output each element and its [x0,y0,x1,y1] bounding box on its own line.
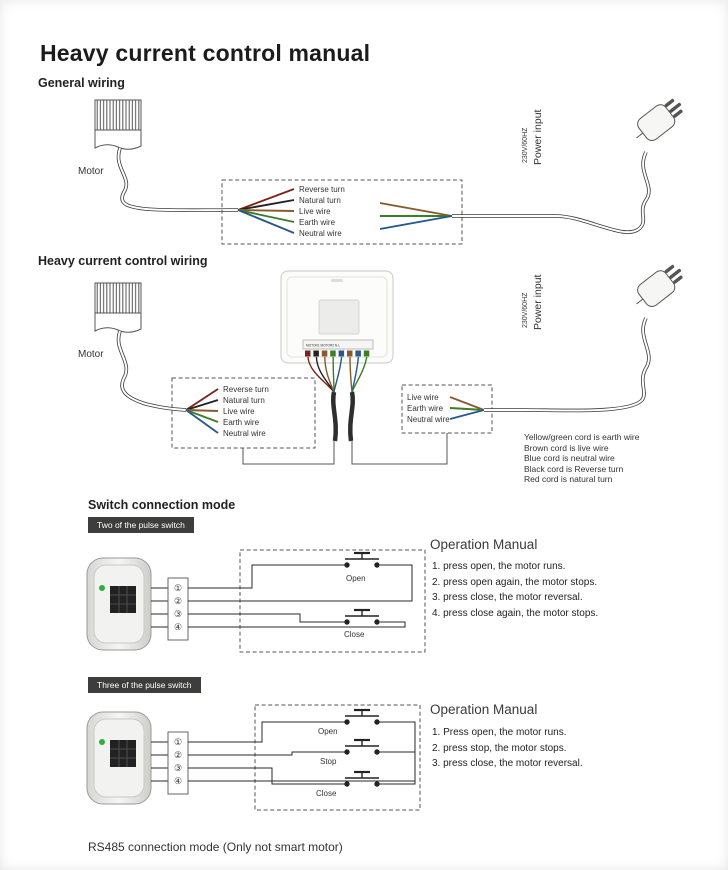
power-plug-icon [629,93,689,148]
connector-socket [110,740,136,767]
wiring-run-2 [188,752,347,755]
bundle-link-left [243,441,334,464]
pulse-motor-head [87,712,151,804]
three-switch-badge: Three of the pulse switch [88,677,201,693]
supply-wire-neutral [450,410,484,419]
motor-label: Motor [78,349,104,360]
switch-mode-heading: Switch connection mode [88,498,236,512]
heavy-wiring-heading: Heavy current control wiring [38,254,208,268]
close-label: Close [344,630,365,639]
rs485-footer: RS485 connection mode (Only not smart motor) [88,840,343,854]
terminal-4-label: ④ [173,622,183,632]
wire-label-earth: Earth wire [299,218,336,227]
note-line: Black cord is Reverse turn [524,463,624,474]
power-cable [452,152,649,232]
wire-label-live: Live wire [407,393,439,402]
terminal-2-label: ② [173,750,183,760]
led-indicator [99,585,105,591]
wire-label-neutral: Neutral wire [407,415,450,424]
wiring-run-4 [188,622,405,627]
close-push-switch-icon [345,772,379,786]
voltage-label: 230V/60HZ [522,127,529,163]
wire-label-natural: Natural turn [223,396,265,405]
note-line: Blue cord is neutral wire [524,453,615,464]
wire-label-reverse: Reverse turn [299,185,345,194]
motor-icon [95,100,141,149]
two-switch-diagram [87,550,425,652]
wire-reverse-turn [186,389,218,410]
two-switch-badge: Two of the pulse switch [88,517,194,533]
motor-label: Motor [78,166,104,177]
pulse-motor-head [87,558,151,650]
wire-label-earth: Earth wire [407,404,444,413]
wiring-run-3 [188,768,347,784]
power-input-label: Power input [532,274,544,330]
cord-color-notes [524,432,639,485]
supply-wire-neutral [380,216,452,229]
step: 3. press close, the motor reversal. [432,758,583,769]
three-switch-diagram [87,705,420,810]
general-wiring-diagram [78,93,689,244]
led-indicator [99,739,105,745]
note-line: Brown cord is live wire [524,442,609,453]
switch-dashed-box [255,705,420,810]
device-slot [331,279,343,282]
general-wiring-heading: General wiring [38,76,125,90]
wiring-run-3 [188,614,347,622]
wire-label-reverse: Reverse turn [223,385,269,394]
step: 2. press open again, the motor stops. [432,576,598,588]
step: 1. press open, the motor runs. [432,561,566,572]
wire-reverse-turn [238,189,294,210]
terminal-1-label: ① [173,737,183,747]
device-leads [151,588,168,627]
operation-manual-title-2: Operation Manual [430,702,538,717]
motor-cable [118,148,238,210]
operation-steps-2 [432,725,583,772]
bundle-link-right [352,433,447,464]
operation-steps-1 [432,559,598,621]
wire-label-neutral: Neutral wire [223,429,266,438]
controller-device [281,271,393,363]
motor-cable [118,331,186,410]
wire-label-neutral: Neutral wire [299,229,342,238]
power-cable-inner [452,152,649,232]
wire-label-earth: Earth wire [223,418,260,427]
open-label: Open [318,727,338,736]
operation-manual-title-1: Operation Manual [430,537,538,552]
step: 4. press close again, the motor stops. [432,607,599,619]
stop-label: Stop [320,757,337,766]
connector-socket [110,586,136,613]
note-line: Red cord is natural turn [524,474,613,485]
wire-natural-turn [238,200,294,210]
device-screen [319,300,359,334]
motor-cable-inner [118,148,238,210]
terminal-2-label: ② [173,596,183,606]
note-line: Yellow/green cord is earth wire [524,432,640,442]
terminal-1-label: ① [173,583,183,593]
terminal-3-label: ③ [173,763,183,773]
wire-label-live: Live wire [223,407,255,416]
open-label: Open [346,574,366,583]
wire-natural-turn [186,400,218,410]
device-leads [151,742,168,781]
stop-push-switch-icon [345,740,379,754]
wire-label-natural: Natural turn [299,196,341,205]
cable-bundle-left [333,392,336,441]
wire-neutral [186,410,218,433]
terminal-3-label: ③ [173,609,183,619]
page-title: Heavy current control manual [40,40,371,66]
power-plug-icon [629,259,689,314]
open-push-switch-icon [345,710,379,724]
motor-icon [95,283,141,332]
close-push-switch-icon [345,610,379,624]
power-cable [484,318,649,411]
wiring-run-2 [188,565,412,601]
step: 3. press close, the motor reversal. [432,592,583,603]
close-label: Close [316,789,337,798]
terminal-strip-label: MOTOR1 MOTOR2 N L [306,343,340,348]
step: 1. Press open, the motor runs. [432,727,567,738]
voltage-label: 230V/60HZ [522,292,529,328]
common-return [377,722,415,784]
supply-wire-live [380,203,452,216]
power-cable-inner [484,318,649,411]
wiring-run-1 [188,565,347,588]
wire-label-live: Live wire [299,207,331,216]
wire-neutral [238,210,294,233]
cable-bundle-right [350,392,353,441]
open-push-switch-icon [345,553,379,567]
power-input-label: Power input [532,109,544,165]
terminal-4-label: ④ [173,776,183,786]
step: 2. press stop, the motor stops. [432,742,567,754]
